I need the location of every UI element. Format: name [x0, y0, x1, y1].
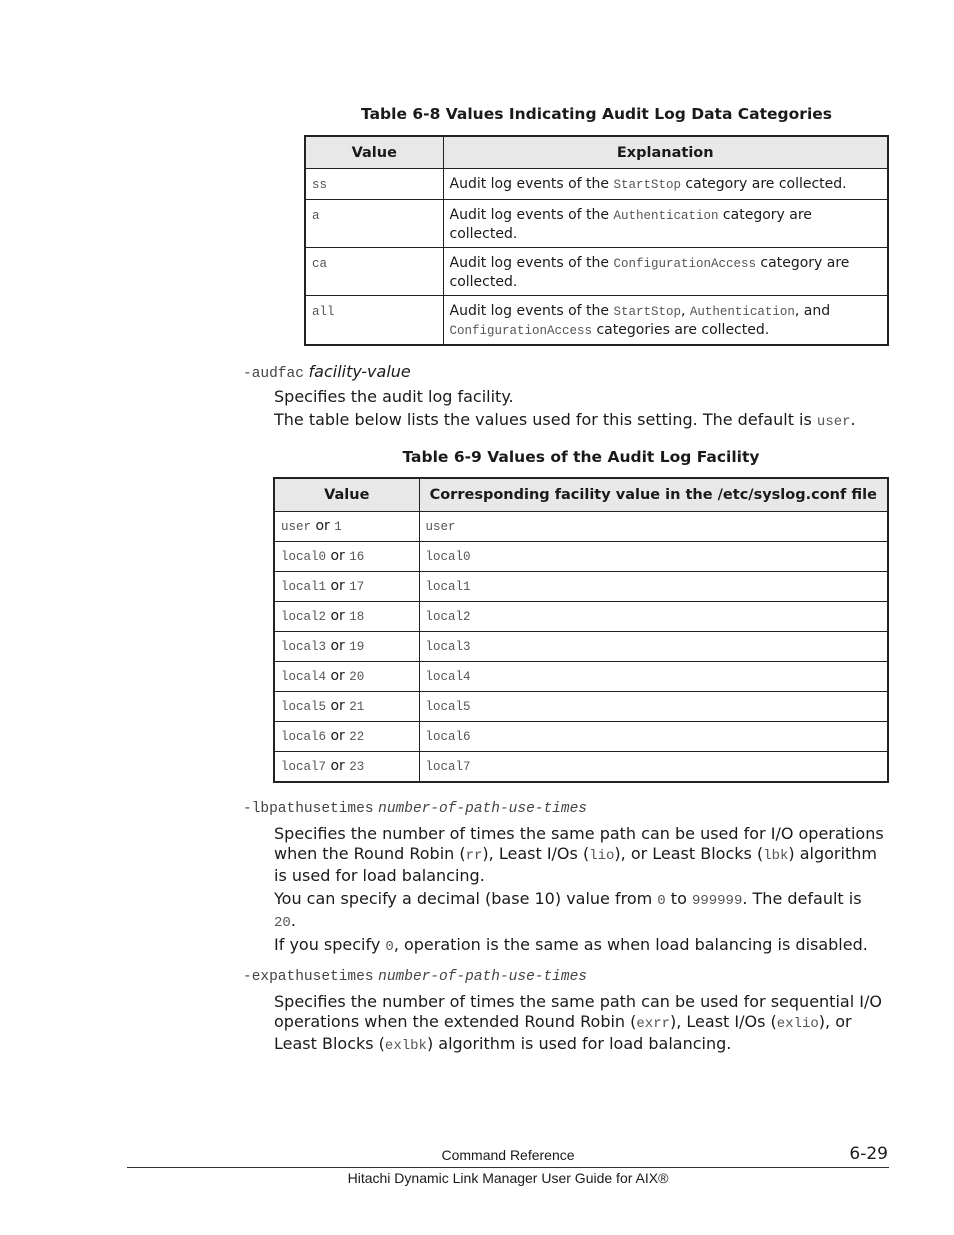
page-number: 6-29	[849, 1144, 888, 1164]
table-row	[305, 248, 888, 296]
value-cell: all	[312, 305, 335, 319]
facility-cell: local4	[419, 662, 888, 692]
explanation-cell: Audit log events of the StartStop category are collected.	[443, 169, 888, 200]
table-row	[305, 200, 888, 248]
lbpathusetimes-description: Specifies the number of times the same path can be used for I/O operations when the Round Robin (rr), Least I/Os (lio), or Least Blocks (lbk) algorithm is used for load balancing.	[274, 824, 884, 885]
column-header-explanation: Explanation	[443, 136, 888, 169]
table-row	[305, 169, 888, 200]
facility-cell: local0	[419, 542, 888, 572]
option-name: -lbpathusetimes	[243, 801, 374, 817]
value-cell: local5 or 21	[274, 692, 419, 722]
table-row	[274, 722, 888, 752]
lbpathusetimes-range: You can specify a decimal (base 10) value from 0 to 999999. The default is 20.	[274, 889, 862, 931]
facility-cell: local5	[419, 692, 888, 722]
value-cell: local4 or 20	[274, 662, 419, 692]
table-row	[274, 752, 888, 783]
value-cell: local6 or 22	[274, 722, 419, 752]
table-row	[274, 632, 888, 662]
value-cell: local2 or 18	[274, 602, 419, 632]
value-cell: ss	[312, 178, 328, 192]
explanation-cell: Audit log events of the StartStop, Authentication, and ConfigurationAccess categories are collected.	[443, 296, 888, 346]
table-header-row	[274, 478, 888, 512]
column-header-value: Value	[274, 478, 419, 512]
option-name: -audfac	[243, 366, 304, 382]
table-row	[274, 692, 888, 722]
explanation-cell: Audit log events of the ConfigurationAccess category are collected.	[443, 248, 888, 296]
audfac-option-heading	[243, 362, 411, 382]
expathusetimes-description: Specifies the number of times the same path can be used for sequential I/O operations when the extended Round Robin (exrr), Least I/Os (exlio), or Least Blocks (exlbk) algorithm is used for load balancing.	[274, 992, 882, 1054]
table-row	[274, 542, 888, 572]
option-name: -expathusetimes	[243, 969, 374, 985]
table1-caption: Table 6-8 Values Indicating Audit Log Data Categories	[361, 105, 832, 123]
facility-cell: local6	[419, 722, 888, 752]
facility-cell: local2	[419, 602, 888, 632]
table-row	[274, 512, 888, 542]
facility-cell: local3	[419, 632, 888, 662]
column-header-facility: Corresponding facility value in the /etc/syslog.conf file	[419, 478, 888, 512]
value-cell: ca	[312, 257, 328, 271]
table-row	[305, 296, 888, 346]
facility-cell: user	[419, 512, 888, 542]
table-row	[274, 662, 888, 692]
explanation-cell: Audit log events of the Authentication category are collected.	[443, 200, 888, 248]
facility-cell: local1	[419, 572, 888, 602]
option-argument: number-of-path-use-times	[378, 969, 587, 985]
value-cell: a	[312, 209, 320, 223]
table-header-row	[305, 136, 888, 169]
value-cell: local7 or 23	[274, 752, 419, 783]
value-cell: user or 1	[274, 512, 419, 542]
expathusetimes-option-heading	[243, 968, 587, 985]
lbpathusetimes-option-heading	[243, 800, 587, 817]
option-argument: number-of-path-use-times	[378, 801, 587, 817]
footer-divider	[127, 1167, 889, 1168]
audit-facility-table	[273, 477, 889, 783]
table-row	[274, 602, 888, 632]
value-cell: local1 or 17	[274, 572, 419, 602]
option-argument: facility-value	[308, 362, 411, 381]
table-row	[274, 572, 888, 602]
value-cell: local0 or 16	[274, 542, 419, 572]
value-cell: local3 or 19	[274, 632, 419, 662]
footer-book-title: Hitachi Dynamic Link Manager User Guide for AIX®	[347, 1170, 669, 1186]
audfac-default-note: The table below lists the values used for this setting. The default is user.	[274, 410, 856, 430]
audit-category-table	[304, 135, 889, 346]
footer-section-title: Command Reference	[441, 1147, 575, 1163]
facility-cell: local7	[419, 752, 888, 783]
lbpathusetimes-zero-note: If you specify 0, operation is the same as when load balancing is disabled.	[274, 935, 868, 955]
column-header-value: Value	[305, 136, 443, 169]
audfac-description: Specifies the audit log facility.	[274, 387, 514, 406]
table2-caption: Table 6-9 Values of the Audit Log Facility	[402, 448, 760, 466]
